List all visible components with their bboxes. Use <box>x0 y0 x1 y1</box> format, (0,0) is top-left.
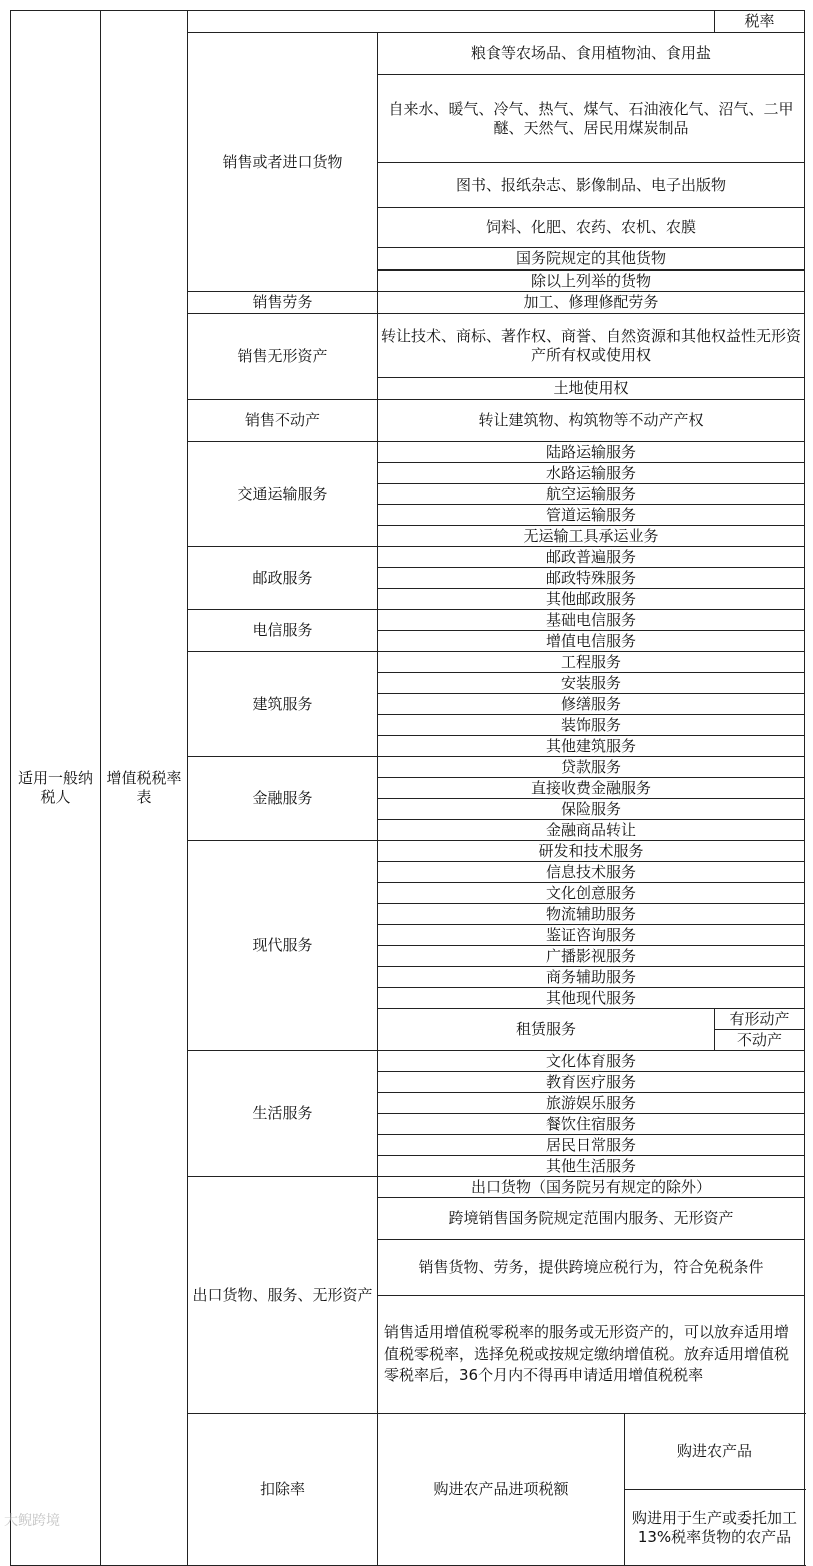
deduction-label-cell: 扣除率 <box>188 1414 378 1566</box>
telecom-item: 基础电信服务 <box>378 610 805 631</box>
construction-item: 修缮服务 <box>378 694 805 715</box>
modern-item: 信息技术服务 <box>378 862 805 883</box>
finance-item: 直接收费金融服务 <box>378 778 805 799</box>
postal-item: 其他邮政服务 <box>378 589 805 610</box>
farm-product-item: 购进农产品 <box>625 1414 805 1490</box>
modern-item: 商务辅助服务 <box>378 967 805 988</box>
transport-item: 航空运输服务 <box>378 484 805 505</box>
goods-label-cell: 销售或者进口货物 <box>188 33 378 292</box>
postal-item: 邮政普遍服务 <box>378 547 805 568</box>
land-use-item: 土地使用权 <box>378 378 805 400</box>
telecom-item: 增值电信服务 <box>378 631 805 652</box>
finance-item: 保险服务 <box>378 799 805 820</box>
realestate-item: 转让建筑物、构筑物等不动产产权 <box>378 400 805 442</box>
goods-item: 图书、报纸杂志、影像制品、电子出版物 <box>378 163 805 208</box>
header-blank-cell <box>188 11 715 33</box>
transport-label-cell: 交通运输服务 <box>188 442 378 547</box>
lease-label-cell: 租赁服务 <box>378 1009 715 1051</box>
construction-item: 装饰服务 <box>378 715 805 736</box>
export-item: 出口货物（国务院另有规定的除外） <box>378 1177 805 1198</box>
transport-item: 陆路运输服务 <box>378 442 805 463</box>
realestate-label-cell: 销售不动产 <box>188 400 378 442</box>
labor-item: 加工、修理修配劳务 <box>378 292 805 314</box>
taxpayer-type-cell: 适用一般纳税人 <box>11 11 101 1566</box>
intangible-item: 转让技术、商标、著作权、商誉、自然资源和其他权益性无形资产所有权或使用权 <box>378 314 805 378</box>
finance-item: 贷款服务 <box>378 757 805 778</box>
goods-item: 国务院规定的其他货物 <box>378 248 805 270</box>
life-item: 餐饮住宿服务 <box>378 1114 805 1135</box>
export-exempt-item: 销售货物、劳务，提供跨境应税行为，符合免税条件 <box>378 1240 805 1296</box>
transport-item: 管道运输服务 <box>378 505 805 526</box>
modern-item: 广播影视服务 <box>378 946 805 967</box>
modern-item: 鉴证咨询服务 <box>378 925 805 946</box>
vat-table-label-cell: 增值税税率表 <box>101 11 188 1566</box>
modern-item: 其他现代服务 <box>378 988 805 1009</box>
vat-rate-table <box>10 10 805 1566</box>
construction-item: 工程服务 <box>378 652 805 673</box>
goods-item: 饲料、化肥、农药、农机、农膜 <box>378 208 805 248</box>
transport-item: 无运输工具承运业务 <box>378 526 805 547</box>
modern-item: 研发和技术服务 <box>378 841 805 862</box>
transport-item: 水路运输服务 <box>378 463 805 484</box>
life-item: 旅游娱乐服务 <box>378 1093 805 1114</box>
modern-item: 物流辅助服务 <box>378 904 805 925</box>
construction-item: 其他建筑服务 <box>378 736 805 757</box>
postal-label-cell: 邮政服务 <box>188 547 378 610</box>
export-label-cell: 出口货物、服务、无形资产 <box>188 1177 378 1414</box>
modern-item: 文化创意服务 <box>378 883 805 904</box>
export-item: 跨境销售国务院规定范围内服务、无形资产 <box>378 1198 805 1240</box>
goods-other-item: 除以上列举的货物 <box>378 271 805 292</box>
life-item: 文化体育服务 <box>378 1051 805 1072</box>
watermark: 大鲵跨境 <box>4 1513 60 1529</box>
goods-item: 粮食等农场品、食用植物油、食用盐 <box>378 33 805 75</box>
construction-item: 安装服务 <box>378 673 805 694</box>
life-label-cell: 生活服务 <box>188 1051 378 1177</box>
intangible-label-cell: 销售无形资产 <box>188 314 378 400</box>
modern-label-cell: 现代服务 <box>188 841 378 1051</box>
goods-item: 自来水、暖气、冷气、热气、煤气、石油液化气、沼气、二甲醚、天然气、居民用煤炭制品 <box>378 75 805 163</box>
telecom-label-cell: 电信服务 <box>188 610 378 652</box>
lease-sub-item: 不动产 <box>715 1030 805 1051</box>
lease-sub-item: 有形动产 <box>715 1009 805 1030</box>
farm-product-label-cell: 购进农产品进项税额 <box>378 1414 625 1566</box>
postal-item: 邮政特殊服务 <box>378 568 805 589</box>
finance-label-cell: 金融服务 <box>188 757 378 841</box>
export-note: 销售适用增值税零税率的服务或无形资产的，可以放弃适用增值税零税率，选择免税或按规定缴纳增值税。放弃适用增值税零税率后，36个月内不得再申请适用增值税税率 <box>378 1296 805 1414</box>
header-rate-cell: 税率 <box>715 11 805 33</box>
construction-label-cell: 建筑服务 <box>188 652 378 757</box>
farm-product-item: 购进用于生产或委托加工13%税率货物的农产品 <box>625 1490 805 1566</box>
life-item: 居民日常服务 <box>378 1135 805 1156</box>
life-item: 教育医疗服务 <box>378 1072 805 1093</box>
labor-label-cell: 销售劳务 <box>188 292 378 314</box>
life-item: 其他生活服务 <box>378 1156 805 1177</box>
finance-item: 金融商品转让 <box>378 820 805 841</box>
